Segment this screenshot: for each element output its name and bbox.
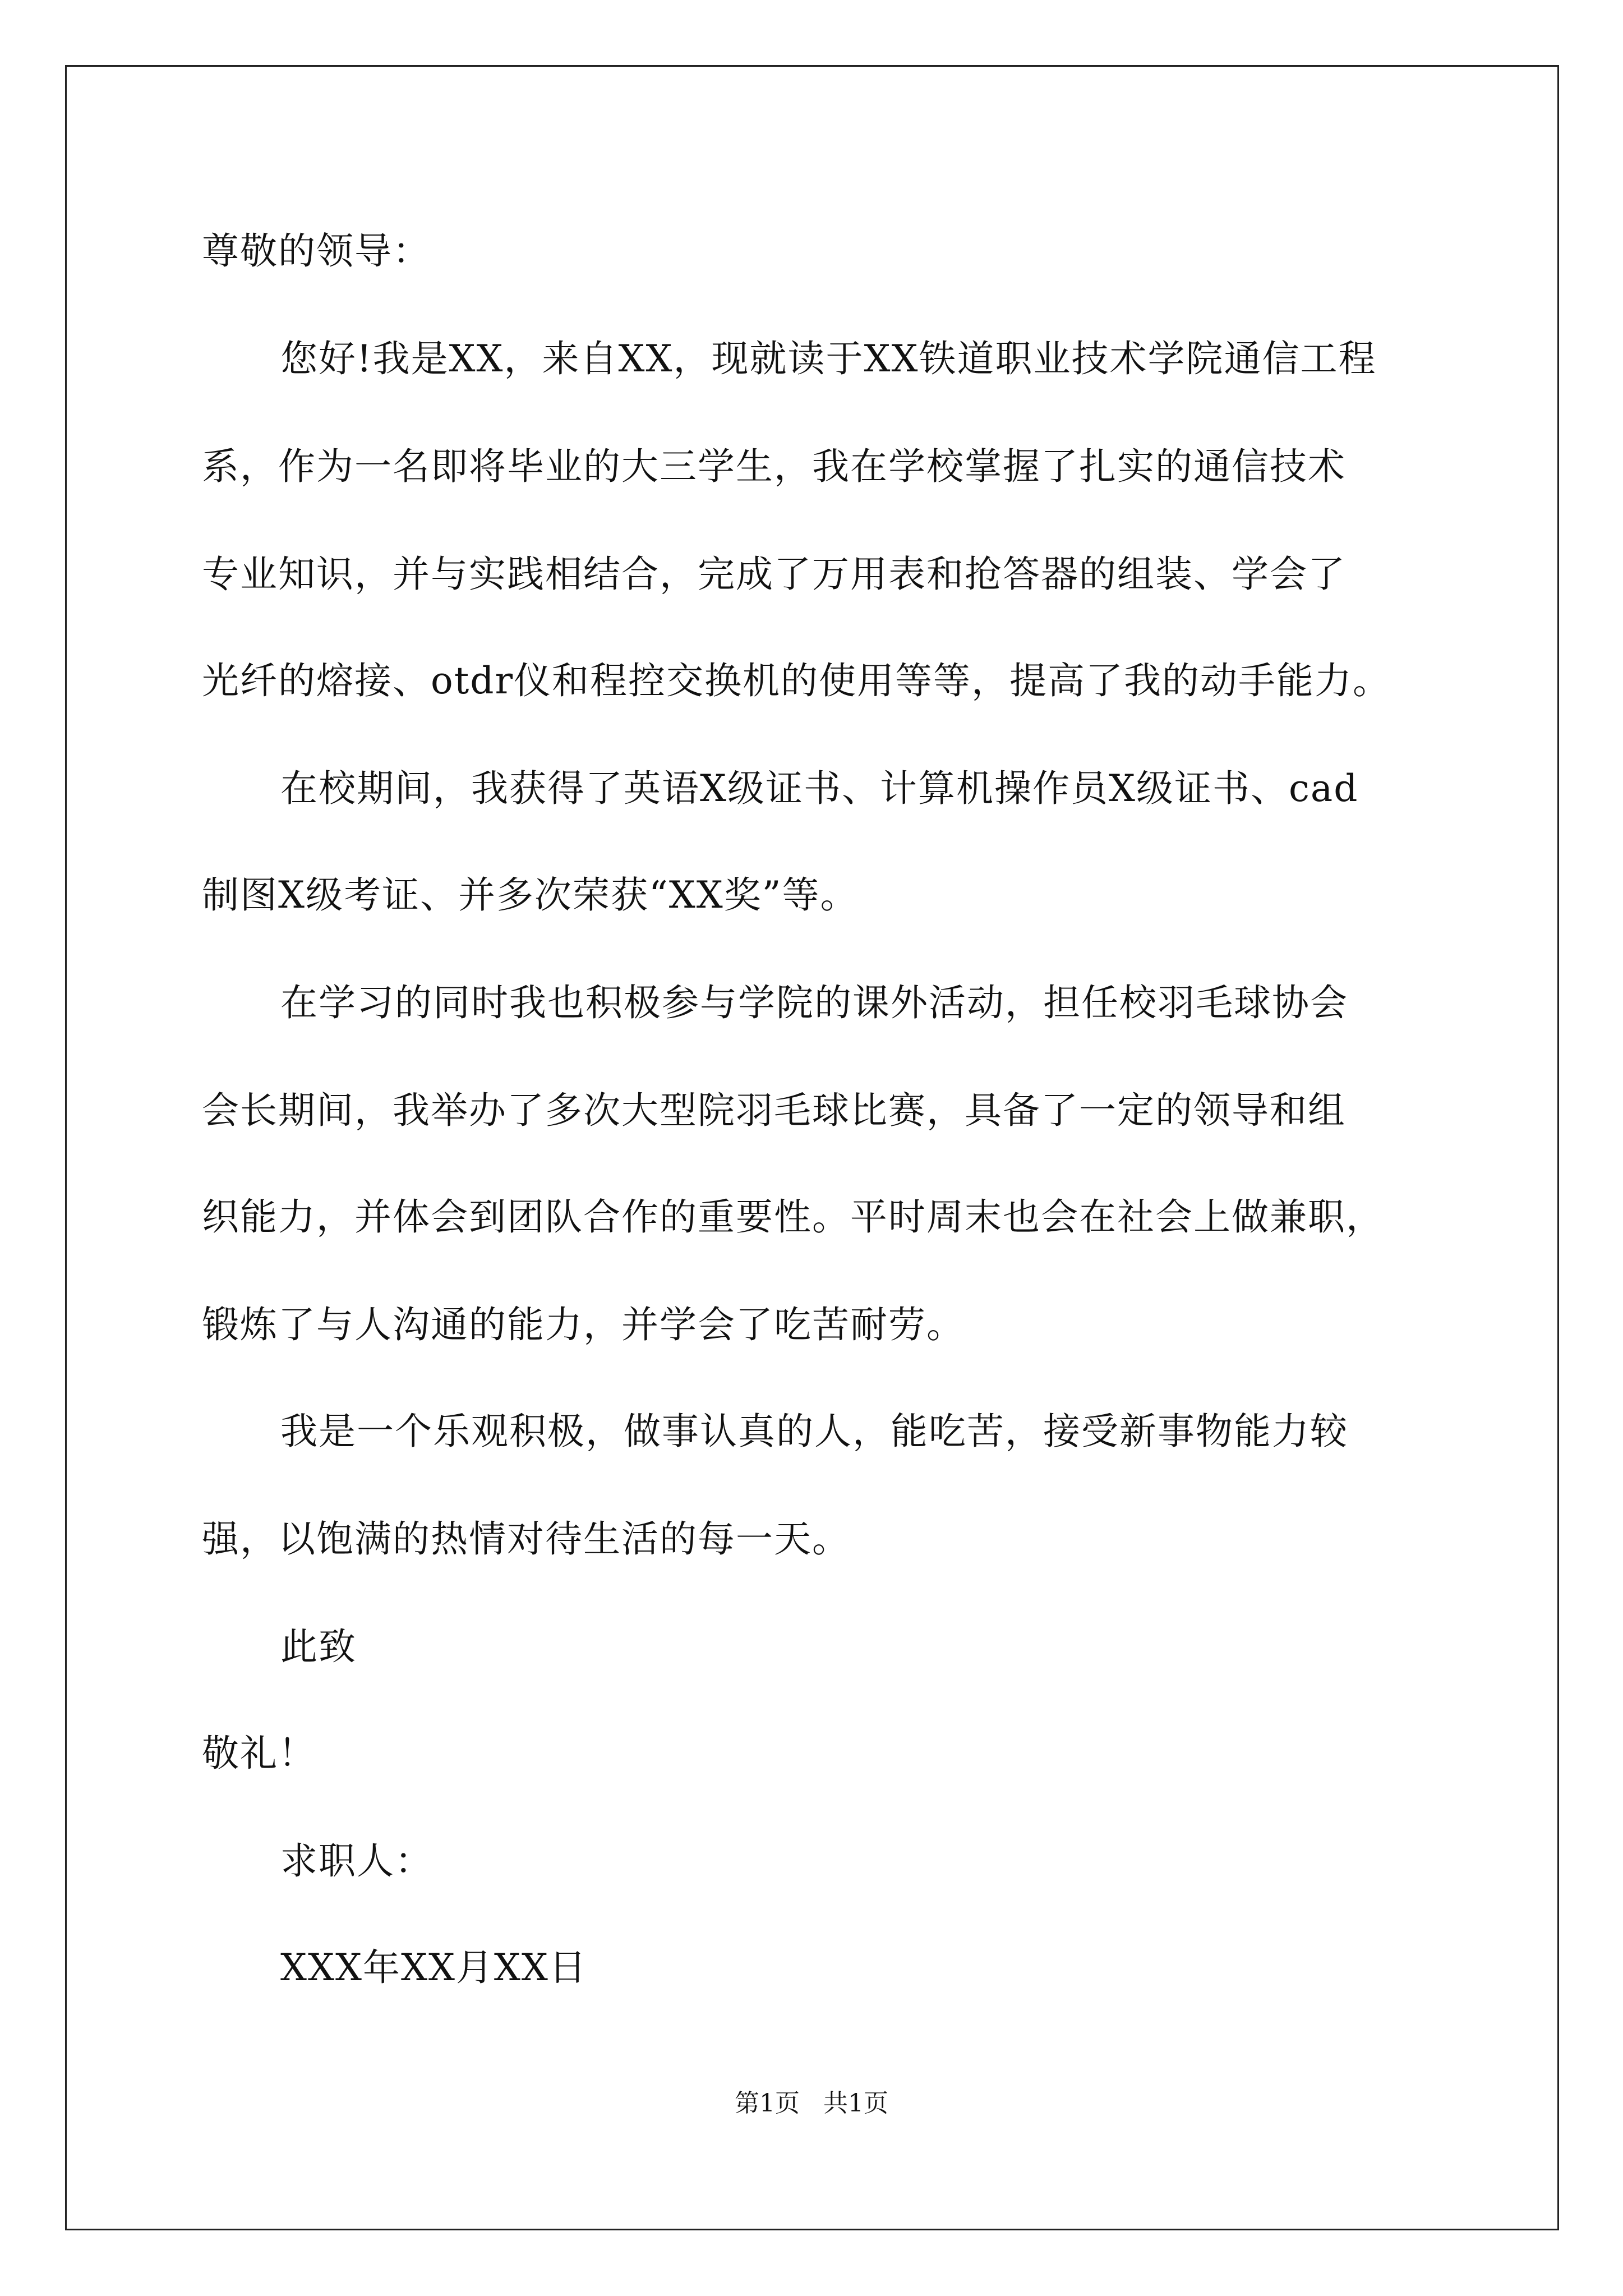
- paragraph-1-line-4: 光纤的熔接、otdr仪和程控交换机的使用等等，提高了我的动手能力。: [202, 659, 1391, 702]
- paragraph-3-line-3: 织能力，并体会到团队合作的重要性。平时周末也会在社会上做兼职，: [202, 1195, 1384, 1239]
- page-frame: [65, 65, 1559, 2230]
- closing-line-2: 敬礼！: [202, 1732, 316, 1775]
- paragraph-3-line-1: 在学习的同时我也积极参与学院的课外活动，担任校羽毛球协会: [280, 981, 1348, 1024]
- salutation: 尊敬的领导：: [202, 229, 431, 273]
- paragraph-3-line-4: 锻炼了与人沟通的能力，并学会了吃苦耐劳。: [202, 1303, 965, 1346]
- paragraph-2-line-2: 制图X级考证、并多次荣获“XX奖”等。: [202, 873, 859, 917]
- letter-date: XXX年XX月XX日: [280, 1946, 587, 1989]
- paragraph-3-line-2: 会长期间，我举办了多次大型院羽毛球比赛，具备了一定的领导和组: [202, 1089, 1346, 1132]
- signer-label: 求职人：: [280, 1839, 433, 1883]
- closing-line-1: 此致: [280, 1625, 357, 1668]
- paragraph-1-line-1: 您好!我是XX，来自XX，现就读于XX铁道职业技术学院通信工程: [280, 337, 1377, 380]
- paragraph-4-line-1: 我是一个乐观积极，做事认真的人，能吃苦，接受新事物能力较: [280, 1410, 1348, 1453]
- page-number: 第1页 共1页: [735, 2089, 888, 2118]
- paragraph-1-line-2: 系，作为一名即将毕业的大三学生，我在学校掌握了扎实的通信技术: [202, 445, 1346, 488]
- paragraph-4-line-2: 强，以饱满的热情对待生活的每一天。: [202, 1517, 850, 1561]
- paragraph-2-line-1: 在校期间，我获得了英语X级证书、计算机操作员X级证书、cad: [280, 767, 1359, 810]
- paragraph-1-line-3: 专业知识，并与实践相结合，完成了万用表和抢答器的组装、学会了: [202, 553, 1346, 596]
